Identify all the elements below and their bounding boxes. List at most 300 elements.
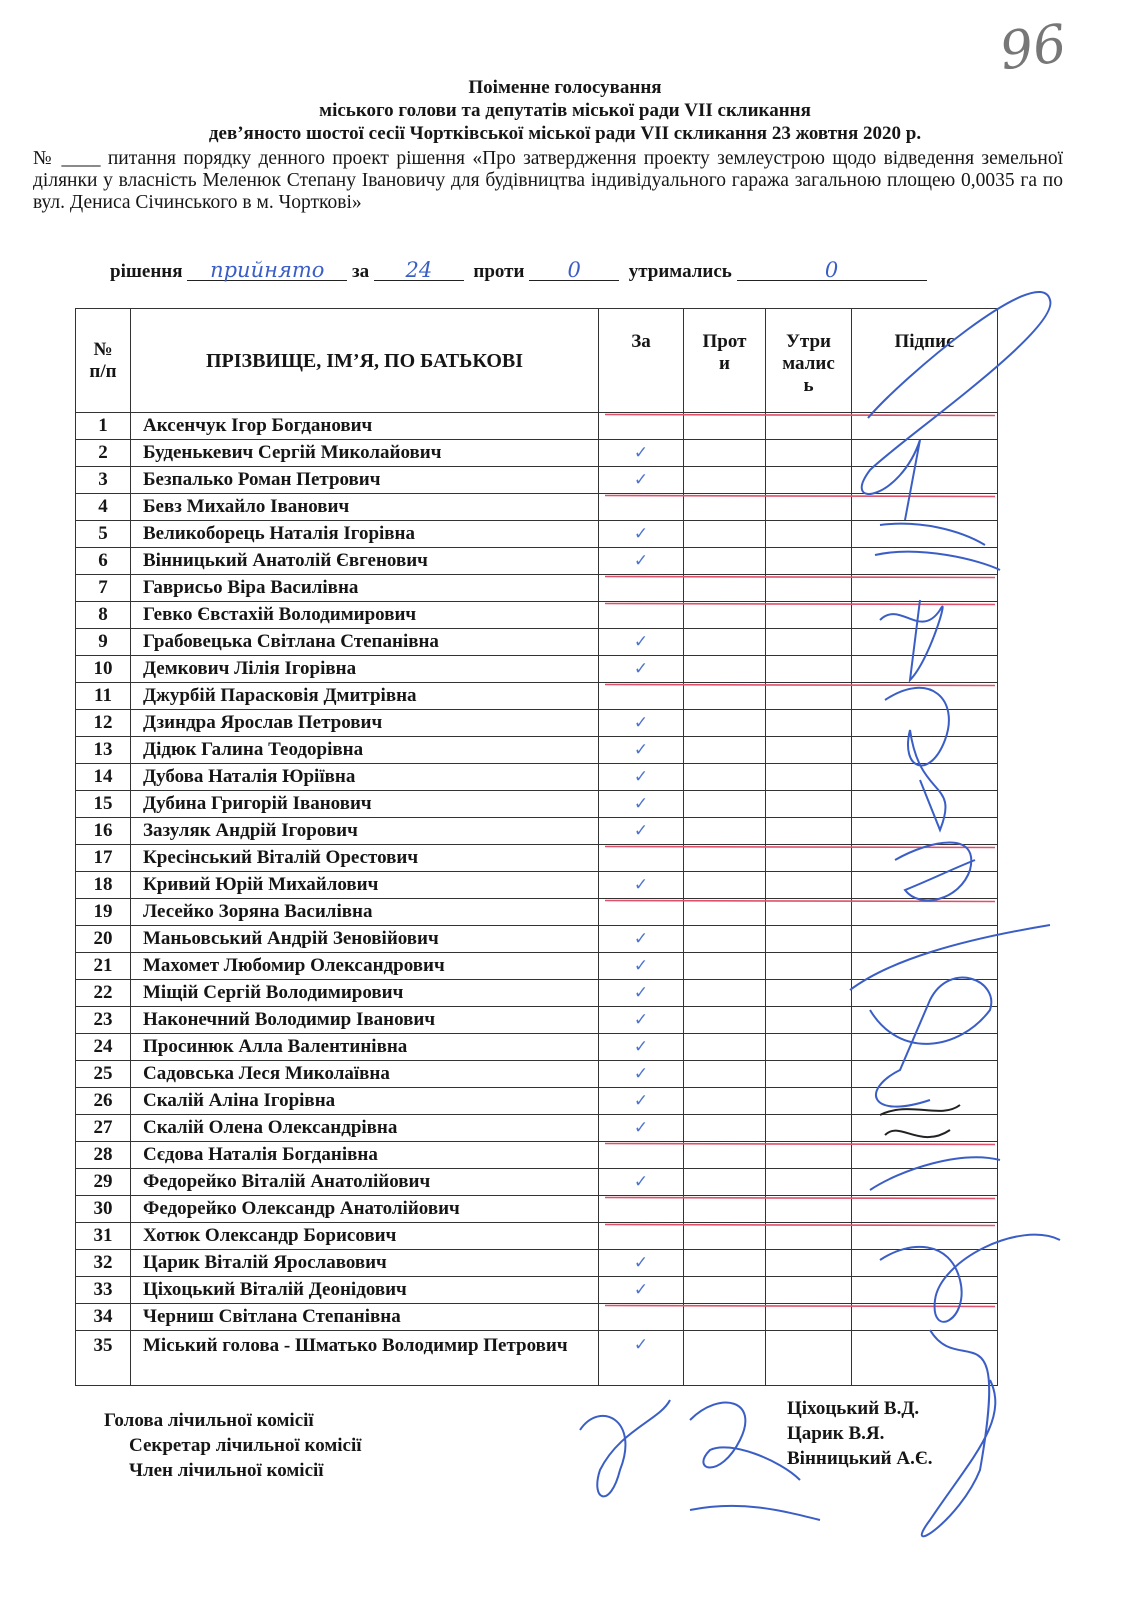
table-row xyxy=(76,548,998,575)
vote-against-cell xyxy=(684,791,766,818)
commission-secretary-name: Царик В.Я. xyxy=(787,1423,885,1444)
row-number: 16 xyxy=(76,818,131,845)
signature-cell xyxy=(852,683,998,710)
row-name: Дідюк Галина Теодорівна xyxy=(131,737,599,764)
signature-cell xyxy=(852,1304,998,1331)
row-name: Лесейко Зоряна Василівна xyxy=(131,899,599,926)
check-mark-icon: ✓ xyxy=(633,1172,649,1192)
row-name: Маньовський Андрій Зеновійович xyxy=(131,926,599,953)
commission-member-label: Член лічильної комісії xyxy=(129,1460,324,1481)
table-row xyxy=(76,1223,998,1250)
vote-for-cell xyxy=(599,791,684,818)
check-mark-icon: ✓ xyxy=(633,659,649,679)
check-mark-icon: ✓ xyxy=(633,1010,649,1030)
document-title xyxy=(60,76,1070,145)
vote-against-cell xyxy=(684,1061,766,1088)
check-mark-icon: ✓ xyxy=(633,1037,649,1057)
row-number: 1 xyxy=(76,413,131,440)
check-mark-icon: ✓ xyxy=(633,767,649,787)
vote-against-cell xyxy=(684,818,766,845)
vote-against-cell xyxy=(684,980,766,1007)
table-row xyxy=(76,710,998,737)
vote-for-cell xyxy=(599,1061,684,1088)
vote-for-cell xyxy=(599,872,684,899)
table-row xyxy=(76,845,998,872)
table-row xyxy=(76,1088,998,1115)
row-number: 17 xyxy=(76,845,131,872)
header-signature: Підпис xyxy=(852,309,998,413)
check-mark-icon: ✓ xyxy=(633,1064,649,1084)
vote-abstained-cell xyxy=(766,791,852,818)
signature-cell xyxy=(852,1007,998,1034)
signature-cell xyxy=(852,872,998,899)
row-name: Просинюк Алла Валентинівна xyxy=(131,1034,599,1061)
table-row xyxy=(76,1304,998,1331)
check-mark-icon: ✓ xyxy=(633,524,649,544)
row-number: 22 xyxy=(76,980,131,1007)
row-name: Дзиндра Ярослав Петрович xyxy=(131,710,599,737)
vote-for-cell xyxy=(599,440,684,467)
vote-for-cell xyxy=(599,1331,684,1386)
table-row xyxy=(76,1115,998,1142)
title-line-2: міського голови та депутатів міської ради VII скликання xyxy=(319,100,811,121)
table-row xyxy=(76,1277,998,1304)
vote-abstained-cell xyxy=(766,683,852,710)
vote-for-cell xyxy=(599,1142,684,1169)
vote-abstained-cell xyxy=(766,872,852,899)
table-row xyxy=(76,1250,998,1277)
vote-abstained-cell xyxy=(766,710,852,737)
table-row xyxy=(76,899,998,926)
vote-for-cell xyxy=(599,413,684,440)
check-mark-icon: ✓ xyxy=(633,983,649,1003)
vote-for-cell xyxy=(599,494,684,521)
table-row xyxy=(76,818,998,845)
row-name: Наконечний Володимир Іванович xyxy=(131,1007,599,1034)
vote-for-cell xyxy=(599,1115,684,1142)
vote-for-cell xyxy=(599,1196,684,1223)
vote-against-cell xyxy=(684,764,766,791)
row-name: Скалій Аліна Ігорівна xyxy=(131,1088,599,1115)
header-abstained xyxy=(766,309,852,413)
vote-abstained-cell xyxy=(766,440,852,467)
header-abstained-text: Утри малис ь xyxy=(782,331,835,396)
vote-for-cell xyxy=(599,575,684,602)
table-row xyxy=(76,1007,998,1034)
vote-abstained-cell xyxy=(766,1196,852,1223)
row-name: Кресінський Віталій Орестович xyxy=(131,845,599,872)
counting-commission xyxy=(104,1408,362,1483)
vote-for-cell xyxy=(599,683,684,710)
table-row xyxy=(76,980,998,1007)
row-name: Ціхоцький Віталій Деонідович xyxy=(131,1277,599,1304)
table-row xyxy=(76,1331,998,1386)
row-name: Кривий Юрій Михайлович xyxy=(131,872,599,899)
check-mark-icon: ✓ xyxy=(633,1280,649,1300)
row-name: Зазуляк Андрій Ігорович xyxy=(131,818,599,845)
check-mark-icon: ✓ xyxy=(633,713,649,733)
table-row xyxy=(76,413,998,440)
agenda-question xyxy=(33,148,1063,214)
vote-against-cell xyxy=(684,1250,766,1277)
row-number: 27 xyxy=(76,1115,131,1142)
signature-cell xyxy=(852,575,998,602)
row-number: 25 xyxy=(76,1061,131,1088)
vote-abstained-cell xyxy=(766,818,852,845)
table-row xyxy=(76,656,998,683)
header-number-text: № п/п xyxy=(89,338,117,382)
vote-abstained-cell xyxy=(766,602,852,629)
vote-for-cell xyxy=(599,467,684,494)
vote-against-cell xyxy=(684,1331,766,1386)
vote-against-cell xyxy=(684,602,766,629)
vote-abstained-cell xyxy=(766,1061,852,1088)
check-mark-icon: ✓ xyxy=(633,1253,649,1273)
row-number: 26 xyxy=(76,1088,131,1115)
signature-cell xyxy=(852,1115,998,1142)
vote-against-cell xyxy=(684,737,766,764)
signature-cell xyxy=(852,899,998,926)
signature-cell xyxy=(852,710,998,737)
vote-for-cell xyxy=(599,1007,684,1034)
commission-signature-1 xyxy=(580,1400,670,1496)
signature-cell xyxy=(852,953,998,980)
signature-cell xyxy=(852,1088,998,1115)
table-row xyxy=(76,1196,998,1223)
vote-against-cell xyxy=(684,413,766,440)
row-number: 18 xyxy=(76,872,131,899)
row-name: Міщій Сергій Володимирович xyxy=(131,980,599,1007)
table-row xyxy=(76,575,998,602)
vote-against-cell xyxy=(684,521,766,548)
signature-cell xyxy=(852,1061,998,1088)
check-mark-icon: ✓ xyxy=(633,443,649,463)
signature-cell xyxy=(852,1142,998,1169)
vote-against-cell xyxy=(684,926,766,953)
vote-for-cell xyxy=(599,899,684,926)
vote-abstained-cell xyxy=(766,1142,852,1169)
signature-cell xyxy=(852,791,998,818)
vote-abstained-cell xyxy=(766,926,852,953)
signature-cell xyxy=(852,629,998,656)
table-row xyxy=(76,1142,998,1169)
row-number: 7 xyxy=(76,575,131,602)
row-name: Хотюк Олександр Борисович xyxy=(131,1223,599,1250)
table-row xyxy=(76,926,998,953)
signature-cell xyxy=(852,548,998,575)
row-name: Федорейко Олександр Анатолійович xyxy=(131,1196,599,1223)
row-number: 11 xyxy=(76,683,131,710)
row-number: 23 xyxy=(76,1007,131,1034)
vote-against-cell xyxy=(684,683,766,710)
vote-against-cell xyxy=(684,845,766,872)
row-number: 20 xyxy=(76,926,131,953)
row-name: Садовська Леся Миколаївна xyxy=(131,1061,599,1088)
check-mark-icon: ✓ xyxy=(633,794,649,814)
vote-for-cell xyxy=(599,656,684,683)
signature-cell xyxy=(852,1277,998,1304)
vote-against-cell xyxy=(684,1304,766,1331)
row-number: 34 xyxy=(76,1304,131,1331)
vote-for-cell xyxy=(599,1223,684,1250)
row-number: 31 xyxy=(76,1223,131,1250)
table-row xyxy=(76,737,998,764)
decision-summary xyxy=(110,260,1010,283)
vote-abstained-cell xyxy=(766,1277,852,1304)
title-line-3: дев’яносто шостої сесії Чортківської міської ради VII скликання 23 жовтня 2020 р. xyxy=(208,123,922,144)
vote-against-cell xyxy=(684,575,766,602)
row-name: Безпалько Роман Петрович xyxy=(131,467,599,494)
row-number: 2 xyxy=(76,440,131,467)
signature-cell xyxy=(852,1250,998,1277)
vote-against-cell xyxy=(684,1088,766,1115)
row-number: 10 xyxy=(76,656,131,683)
signature-cell xyxy=(852,440,998,467)
check-mark-icon: ✓ xyxy=(633,551,649,571)
signature-cell xyxy=(852,980,998,1007)
title-line-1: Поіменне голосування xyxy=(468,77,662,98)
row-number: 30 xyxy=(76,1196,131,1223)
row-name: Сєдова Наталія Богданівна xyxy=(131,1142,599,1169)
signature-cell xyxy=(852,1169,998,1196)
commission-member-name: Вінницький А.Є. xyxy=(787,1448,933,1469)
signature-cell xyxy=(852,1196,998,1223)
vote-against-cell xyxy=(684,1007,766,1034)
question-prefix: № ____ питання порядку денного xyxy=(33,148,325,169)
row-number: 4 xyxy=(76,494,131,521)
vote-for-cell xyxy=(599,818,684,845)
row-number: 35 xyxy=(76,1331,131,1386)
table-row xyxy=(76,467,998,494)
vote-for-cell xyxy=(599,1088,684,1115)
vote-abstained-cell xyxy=(766,1223,852,1250)
row-name: Дубова Наталія Юріївна xyxy=(131,764,599,791)
handwritten-page-number: 96 xyxy=(996,13,1071,83)
vote-for-cell xyxy=(599,1304,684,1331)
row-name: Махомет Любомир Олександрович xyxy=(131,953,599,980)
vote-for-cell xyxy=(599,764,684,791)
vote-for-cell xyxy=(599,1277,684,1304)
vote-abstained-cell xyxy=(766,764,852,791)
row-number: 19 xyxy=(76,899,131,926)
vote-abstained-cell xyxy=(766,467,852,494)
vote-for-cell xyxy=(599,1169,684,1196)
vote-abstained-cell xyxy=(766,1331,852,1386)
decision-value: прийнято xyxy=(187,260,347,281)
row-name: Дубина Григорій Іванович xyxy=(131,791,599,818)
row-number: 15 xyxy=(76,791,131,818)
signature-cell xyxy=(852,845,998,872)
table-row xyxy=(76,521,998,548)
vote-abstained-cell xyxy=(766,1088,852,1115)
vote-abstained-cell xyxy=(766,1034,852,1061)
row-number: 21 xyxy=(76,953,131,980)
vote-against-cell xyxy=(684,710,766,737)
signature-cell xyxy=(852,467,998,494)
row-name: Скалій Олена Олександрівна xyxy=(131,1115,599,1142)
signature-cell xyxy=(852,494,998,521)
vote-abstained-cell xyxy=(766,494,852,521)
vote-abstained-cell xyxy=(766,1304,852,1331)
row-number: 8 xyxy=(76,602,131,629)
vote-against-cell xyxy=(684,440,766,467)
row-name: Демкович Лілія Ігорівна xyxy=(131,656,599,683)
question-text: проект рішення «Про затвердження проекту землеустрою щодо відведення земельної ділянки у власність Меленюк Степану Івановичу для будівництва індивідуального гаража загальною площею 0,0035 га по вул. Дениса Січинського в м. Чорткові» xyxy=(33,148,1064,213)
row-number: 29 xyxy=(76,1169,131,1196)
commission-chair-name: Ціхоцький В.Д. xyxy=(787,1398,920,1419)
vote-abstained-cell xyxy=(766,521,852,548)
vote-for-cell xyxy=(599,548,684,575)
signature-cell xyxy=(852,413,998,440)
vote-abstained-cell xyxy=(766,1169,852,1196)
row-name: Грабовецька Світлана Степанівна xyxy=(131,629,599,656)
signature-cell xyxy=(852,1331,998,1386)
vote-for-cell xyxy=(599,926,684,953)
vote-against-cell xyxy=(684,1196,766,1223)
vote-against-cell xyxy=(684,1169,766,1196)
commission-secretary-label: Секретар лічильної комісії xyxy=(129,1435,362,1456)
table-row xyxy=(76,764,998,791)
check-mark-icon: ✓ xyxy=(633,929,649,949)
vote-for-cell xyxy=(599,845,684,872)
header-against xyxy=(684,309,766,413)
vote-against-cell xyxy=(684,899,766,926)
vote-abstained-cell xyxy=(766,656,852,683)
signature-cell xyxy=(852,764,998,791)
signature-cell xyxy=(852,818,998,845)
vote-against-cell xyxy=(684,629,766,656)
signature-cell xyxy=(852,656,998,683)
row-number: 32 xyxy=(76,1250,131,1277)
row-name: Аксенчук Ігор Богданович xyxy=(131,413,599,440)
vote-against-cell xyxy=(684,494,766,521)
vote-for-cell xyxy=(599,980,684,1007)
check-mark-icon: ✓ xyxy=(633,1091,649,1111)
check-mark-icon: ✓ xyxy=(633,956,649,976)
row-number: 6 xyxy=(76,548,131,575)
vote-for-cell xyxy=(599,953,684,980)
row-number: 28 xyxy=(76,1142,131,1169)
vote-against-cell xyxy=(684,467,766,494)
table-header-row xyxy=(76,309,998,413)
vote-for-cell xyxy=(599,1250,684,1277)
signature-cell xyxy=(852,1223,998,1250)
header-number xyxy=(76,309,131,413)
signature-cell xyxy=(852,1034,998,1061)
table-row xyxy=(76,440,998,467)
roll-call-table xyxy=(75,308,998,1386)
row-name: Гевко Євстахій Володимирович xyxy=(131,602,599,629)
vote-abstained-cell xyxy=(766,548,852,575)
for-label: за xyxy=(352,261,370,282)
row-number: 33 xyxy=(76,1277,131,1304)
commission-members xyxy=(787,1396,933,1471)
check-mark-icon: ✓ xyxy=(633,470,649,490)
vote-against-cell xyxy=(684,1115,766,1142)
row-name: Царик Віталій Ярославович xyxy=(131,1250,599,1277)
row-number: 3 xyxy=(76,467,131,494)
table-row xyxy=(76,1061,998,1088)
table-row xyxy=(76,1034,998,1061)
vote-against-cell xyxy=(684,656,766,683)
signature-cell xyxy=(852,521,998,548)
for-count: 24 xyxy=(374,260,464,281)
table-row xyxy=(76,1169,998,1196)
vote-against-cell xyxy=(684,1034,766,1061)
row-number: 12 xyxy=(76,710,131,737)
table-row xyxy=(76,683,998,710)
vote-abstained-cell xyxy=(766,980,852,1007)
check-mark-icon: ✓ xyxy=(633,1335,649,1355)
row-number: 5 xyxy=(76,521,131,548)
abstained-count: 0 xyxy=(737,260,927,281)
row-number: 13 xyxy=(76,737,131,764)
vote-against-cell xyxy=(684,953,766,980)
vote-abstained-cell xyxy=(766,953,852,980)
table-row xyxy=(76,494,998,521)
decision-label: рішення xyxy=(110,261,183,282)
row-number: 9 xyxy=(76,629,131,656)
header-against-text: Прот и xyxy=(702,331,747,374)
row-name: Гаврисьо Віра Василівна xyxy=(131,575,599,602)
vote-abstained-cell xyxy=(766,413,852,440)
table-row xyxy=(76,629,998,656)
vote-for-cell xyxy=(599,710,684,737)
vote-for-cell xyxy=(599,629,684,656)
signature-cell xyxy=(852,926,998,953)
vote-abstained-cell xyxy=(766,899,852,926)
row-number: 14 xyxy=(76,764,131,791)
table-row xyxy=(76,602,998,629)
row-name: Великоборець Наталія Ігорівна xyxy=(131,521,599,548)
vote-for-cell xyxy=(599,1034,684,1061)
check-mark-icon: ✓ xyxy=(633,821,649,841)
vote-for-cell xyxy=(599,737,684,764)
header-for: За xyxy=(599,309,684,413)
row-name: Буденькевич Сергій Миколайович xyxy=(131,440,599,467)
row-name: Джурбій Парасковія Дмитрівна xyxy=(131,683,599,710)
against-label: проти xyxy=(473,261,525,282)
signature-cell xyxy=(852,737,998,764)
check-mark-icon: ✓ xyxy=(633,632,649,652)
row-number: 24 xyxy=(76,1034,131,1061)
row-name: Черниш Світлана Степанівна xyxy=(131,1304,599,1331)
abstained-label: утримались xyxy=(628,261,732,282)
vote-against-cell xyxy=(684,872,766,899)
vote-abstained-cell xyxy=(766,737,852,764)
signature-cell xyxy=(852,602,998,629)
table-row xyxy=(76,953,998,980)
vote-for-cell xyxy=(599,521,684,548)
header-name: ПРІЗВИЩЕ, ІМ’Я, ПО БАТЬКОВІ xyxy=(131,309,599,413)
roll-call-body xyxy=(76,413,998,1386)
row-name: Бевз Михайло Іванович xyxy=(131,494,599,521)
table-row xyxy=(76,872,998,899)
commission-chair-label: Голова лічильної комісії xyxy=(104,1410,314,1431)
vote-against-cell xyxy=(684,1142,766,1169)
vote-abstained-cell xyxy=(766,845,852,872)
vote-against-cell xyxy=(684,548,766,575)
row-name: Федорейко Віталій Анатолійович xyxy=(131,1169,599,1196)
check-mark-icon: ✓ xyxy=(633,740,649,760)
vote-abstained-cell xyxy=(766,1007,852,1034)
vote-for-cell xyxy=(599,602,684,629)
vote-abstained-cell xyxy=(766,1115,852,1142)
against-count: 0 xyxy=(529,260,619,281)
row-name: Міський голова - Шматько Володимир Петрович xyxy=(131,1331,599,1386)
vote-abstained-cell xyxy=(766,575,852,602)
vote-abstained-cell xyxy=(766,1250,852,1277)
